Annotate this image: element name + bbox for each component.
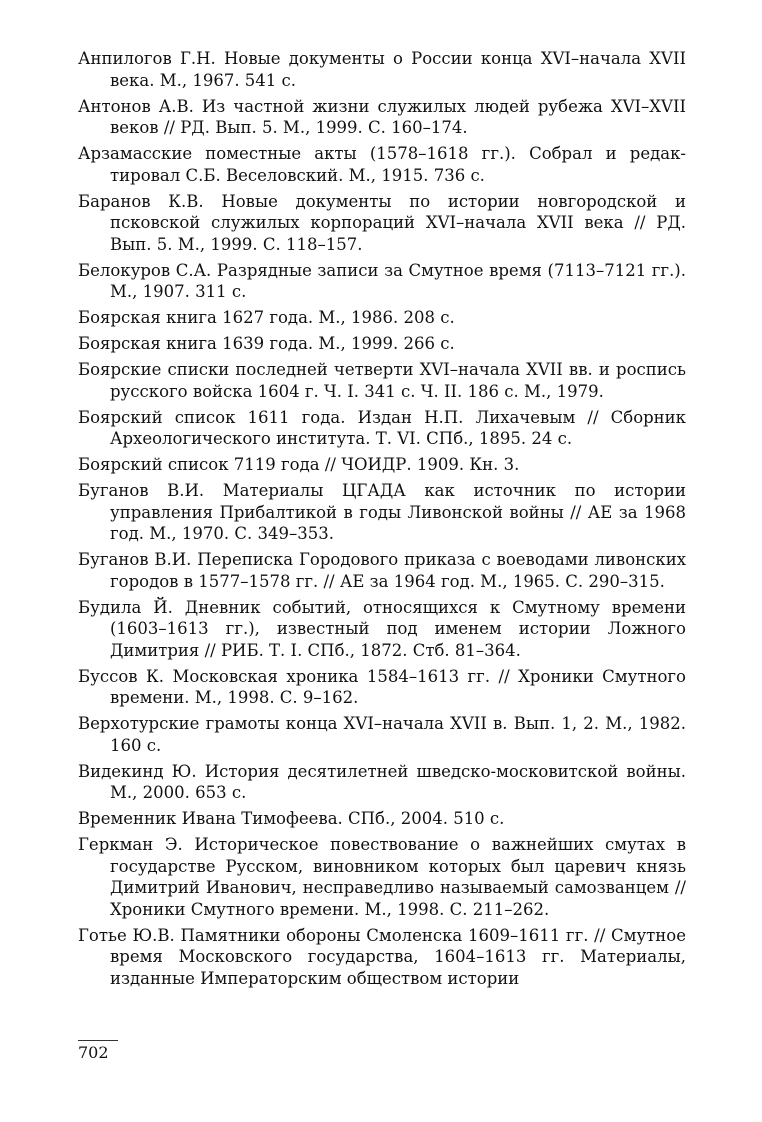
bibliography-entry: Боярские списки последней четверти XVI–начала XVII вв. и роспись русского войска 1604 г. Ч. I. 341 с. Ч. II. 186 с. М., 1979. bbox=[78, 360, 686, 401]
bibliography-entry: Баранов К.В. Новые документы по истории новгородской и псковской служилых корпораций XVI–начала XVII века // РД. Вып. 5. М., 1999. С. 118–157. bbox=[78, 191, 686, 254]
bibliography-entry: Буссов К. Московская хроника 1584–1613 гг. // Хроники Смутного времени. М., 1998. С. 9–162. bbox=[78, 666, 686, 707]
bibliography-entry: Антонов А.В. Из частной жизни служилых людей рубежа XVI–XVII веков // РД. Вып. 5. М., 1999. С. 160–174. bbox=[78, 96, 686, 137]
bibliography-entry: Арзамасские поместные акты (1578–1618 гг.). Собрал и редактировал С.Б. Веселовский. М., 1915. 736 с. bbox=[78, 144, 686, 185]
bibliography-entry: Видекинд Ю. История десятилетней шведско-московитской войны. М., 2000. 653 с. bbox=[78, 761, 686, 802]
bibliography-list bbox=[78, 48, 686, 994]
bibliography-entry: Боярский список 7119 года // ЧОИДР. 1909. Кн. 3. bbox=[78, 455, 520, 474]
page-number: 702 bbox=[78, 1040, 118, 1063]
bibliography-entry: Буганов В.И. Переписка Городового приказа с воеводами ливонских городов в 1577–1578 гг. // АЕ за 1964 год. М., 1965. С. 290–315. bbox=[78, 550, 686, 591]
bibliography-entry: Будила Й. Дневник событий, относящихся к Смутному времени (1603–1613 гг.), известный под именем истории Ложного Димитрия // РИБ. Т. I. СПб., 1872. Стб. 81–364. bbox=[78, 597, 686, 660]
bibliography-entry: Временник Ивана Тимофеева. СПб., 2004. 510 с. bbox=[78, 809, 505, 828]
bibliography-entry: Верхотурские грамоты конца XVI–начала XVII в. Вып. 1, 2. М., 1982. 160 с. bbox=[78, 714, 686, 755]
bibliography-entry: Геркман Э. Историческое повествование о важнейших смутах в государстве Русском, виновником которых был царевич князь Димитрий Иванович, несправедливо называемый самозванцем // Хроники Смутного времени. М., 1998. С. 211–262. bbox=[78, 835, 686, 919]
bibliography-entry: Боярская книга 1639 года. М., 1999. 266 с. bbox=[78, 334, 455, 353]
bibliography-entry: Буганов В.И. Материалы ЦГАДА как источник по истории управления Прибалтикой в годы Ливонской войны // АЕ за 1968 год. М., 1970. С. 349–353. bbox=[78, 481, 686, 543]
bibliography-entry: Боярская книга 1627 года. М., 1986. 208 с. bbox=[78, 308, 455, 327]
bibliography-entry: Белокуров С.А. Разрядные записи за Смутное время (7113–7121 гг.). М., 1907. 311 с. bbox=[78, 260, 686, 301]
bibliography-entry: Боярский список 1611 года. Издан Н.П. Лихачевым // Сборник Археологического института. Т. VI. СПб., 1895. 24 с. bbox=[78, 407, 686, 448]
bibliography-entry: Готье Ю.В. Памятники обороны Смоленска 1609–1611 гг. // Смутное время Московского государства, 1604–1613 гг. Материалы, изданные Императорским обществом истории bbox=[78, 925, 686, 988]
bibliography-entry: Анпилогов Г.Н. Новые документы о России конца XVI–начала XVII века. М., 1967. 541 с. bbox=[78, 49, 686, 90]
